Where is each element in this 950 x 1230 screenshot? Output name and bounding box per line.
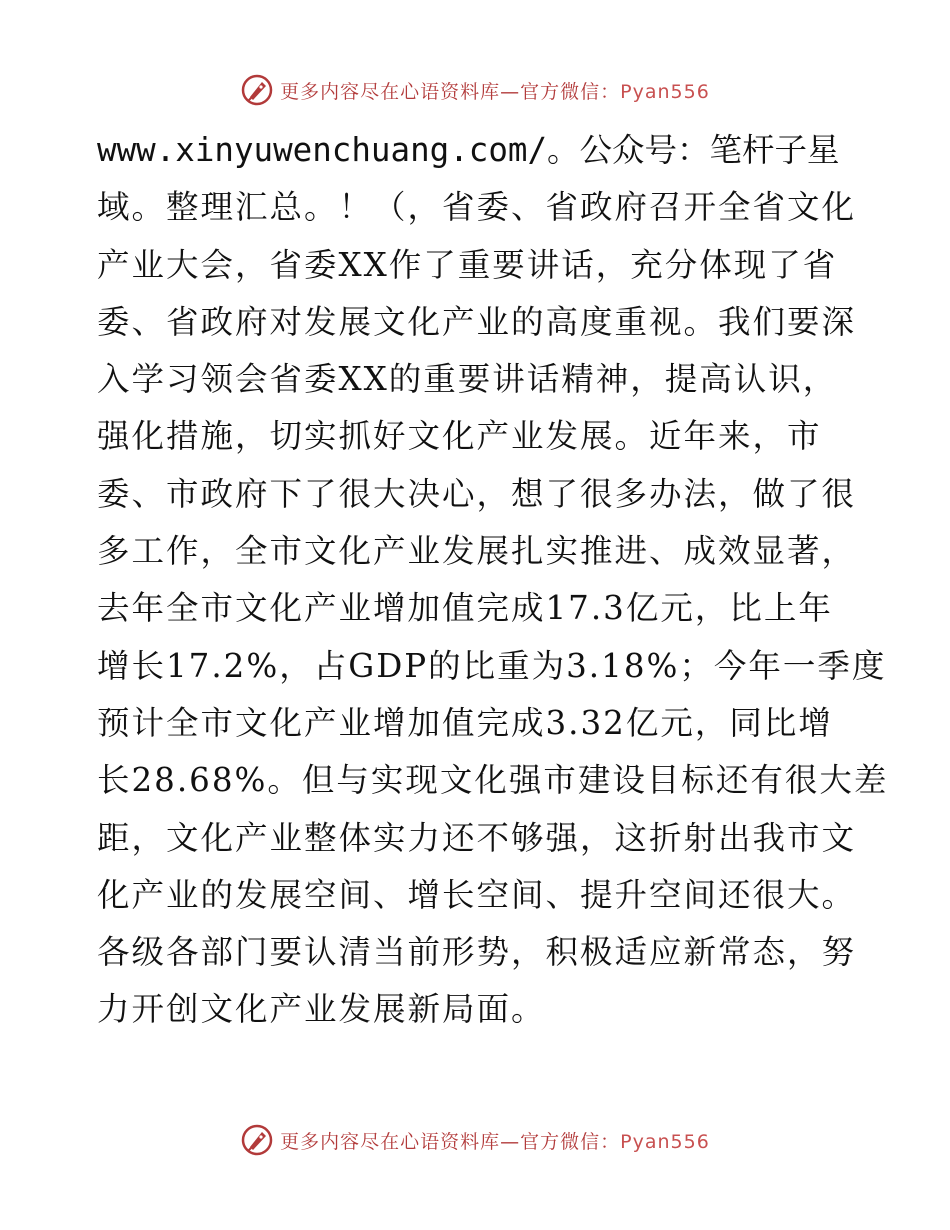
article-line: 委、省政府对发展文化产业的高度重视。我们要深 <box>97 302 857 341</box>
article-line: 强化措施，切实抓好文化产业发展。近年来，市 <box>97 417 822 456</box>
article-line: www.xinyuwenchuang.com/。公众号：笔杆子星 <box>97 131 840 169</box>
header-banner-label: 更多内容尽在心语资料库—官方微信： <box>280 80 621 103</box>
article-body <box>97 122 889 1039</box>
footer-banner-label: 更多内容尽在心语资料库—官方微信： <box>280 1130 621 1153</box>
article-line: 增长17.2%，占GDP的比重为3.18%；今年一季度 <box>97 646 887 685</box>
footer-banner-text <box>280 1127 710 1154</box>
article-line: 委、市政府下了很大决心，想了很多办法，做了很 <box>97 474 857 513</box>
footer-banner-account: Pyan556 <box>620 1130 710 1153</box>
article-line: 力开创文化产业发展新局面。 <box>97 990 546 1029</box>
pen-nib-logo-icon <box>240 73 274 107</box>
article-line: 距，文化产业整体实力还不够强，这折射出我市文 <box>97 818 857 857</box>
article-line: 各级各部门要认清当前形势，积极适应新常态，努 <box>97 933 857 972</box>
header-banner <box>0 70 950 110</box>
article-line: 化产业的发展空间、增长空间、提升空间还很大。 <box>97 875 857 914</box>
pen-nib-logo-icon <box>240 1123 274 1157</box>
article-line: 多工作，全市文化产业发展扎实推进、成效显著， <box>97 532 857 571</box>
article-line: 去年全市文化产业增加值完成17.3亿元，比上年 <box>97 589 833 628</box>
footer-banner <box>0 1120 950 1160</box>
header-banner-account: Pyan556 <box>620 80 710 103</box>
article-line: 入学习领会省委XX的重要讲话精神，提高认识， <box>97 360 838 399</box>
header-banner-text <box>280 77 710 104</box>
article-line: 长28.68%。但与实现文化强市建设目标还有很大差 <box>97 761 889 800</box>
article-line: 域。整理汇总。！（，省委、省政府召开全省文化 <box>97 188 857 227</box>
article-line: 预计全市文化产业增加值完成3.32亿元，同比增 <box>97 703 833 742</box>
article-line: 产业大会，省委XX作了重要讲话，充分体现了省 <box>97 245 838 284</box>
